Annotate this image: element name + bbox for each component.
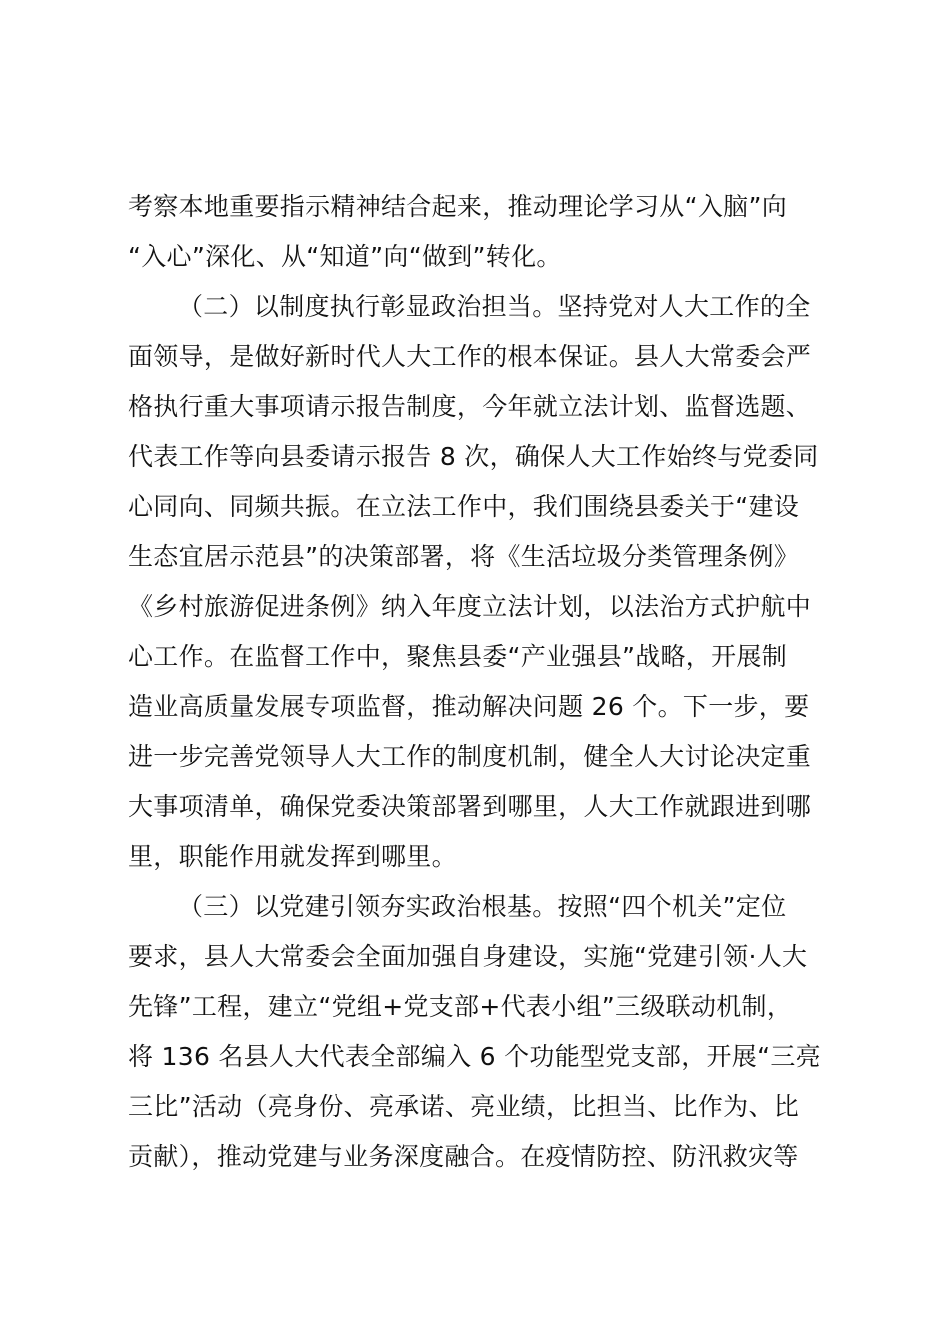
text-line: “入心”深化、从“知道”向“做到”转化。 — [128, 242, 562, 271]
text-line: 将 136 名县人大代表全部编入 6 个功能型党支部，开展“三亮 — [128, 1042, 821, 1071]
text-line: 里，职能作用就发挥到哪里。 — [128, 842, 457, 871]
text-line: 进一步完善党领导人大工作的制度机制，健全人大讨论决定重 — [128, 742, 812, 771]
text-line: 要求，县人大常委会全面加强自身建设，实施“党建引领·人大 — [128, 942, 808, 971]
text-line: 代表工作等向县委请示报告 8 次，确保人大工作始终与党委同 — [128, 442, 819, 471]
paragraph-heading-3: （三）以党建引领夯实政治根基。按照“四个机关”定位 — [178, 892, 787, 921]
text-line: 贡献），推动党建与业务深度融合。在疫情防控、防汛救灾等 — [128, 1142, 799, 1171]
text-line: 三比”活动（亮身份、亮承诺、亮业绩，比担当、比作为、比 — [128, 1092, 800, 1121]
text-line: 《乡村旅游促进条例》纳入年度立法计划，以法治方式护航中 — [128, 592, 812, 621]
text-line: 考察本地重要指示精神结合起来，推动理论学习从“入脑”向 — [128, 192, 788, 221]
text-line: 生态宜居示范县”的决策部署，将《生活垃圾分类管理条例》 — [128, 542, 800, 571]
text-line: 先锋”工程，建立“党组+党支部+代表小组”三级联动机制， — [128, 992, 793, 1021]
paragraph-heading-2: （二）以制度执行彰显政治担当。坚持党对人大工作的全 — [178, 292, 811, 321]
text-line: 心同向、同频共振。在立法工作中，我们围绕县委关于“建设 — [128, 492, 800, 521]
text-line: 大事项清单，确保党委决策部署到哪里，人大工作就跟进到哪 — [128, 792, 812, 821]
text-line: 面领导，是做好新时代人大工作的根本保证。县人大常委会严 — [128, 342, 812, 371]
text-line: 造业高质量发展专项监督，推动解决问题 26 个。下一步，要 — [128, 692, 810, 721]
text-line: 格执行重大事项请示报告制度，今年就立法计划、监督选题、 — [128, 392, 812, 421]
text-line: 心工作。在监督工作中，聚焦县委“产业强县”战略，开展制 — [128, 642, 788, 671]
